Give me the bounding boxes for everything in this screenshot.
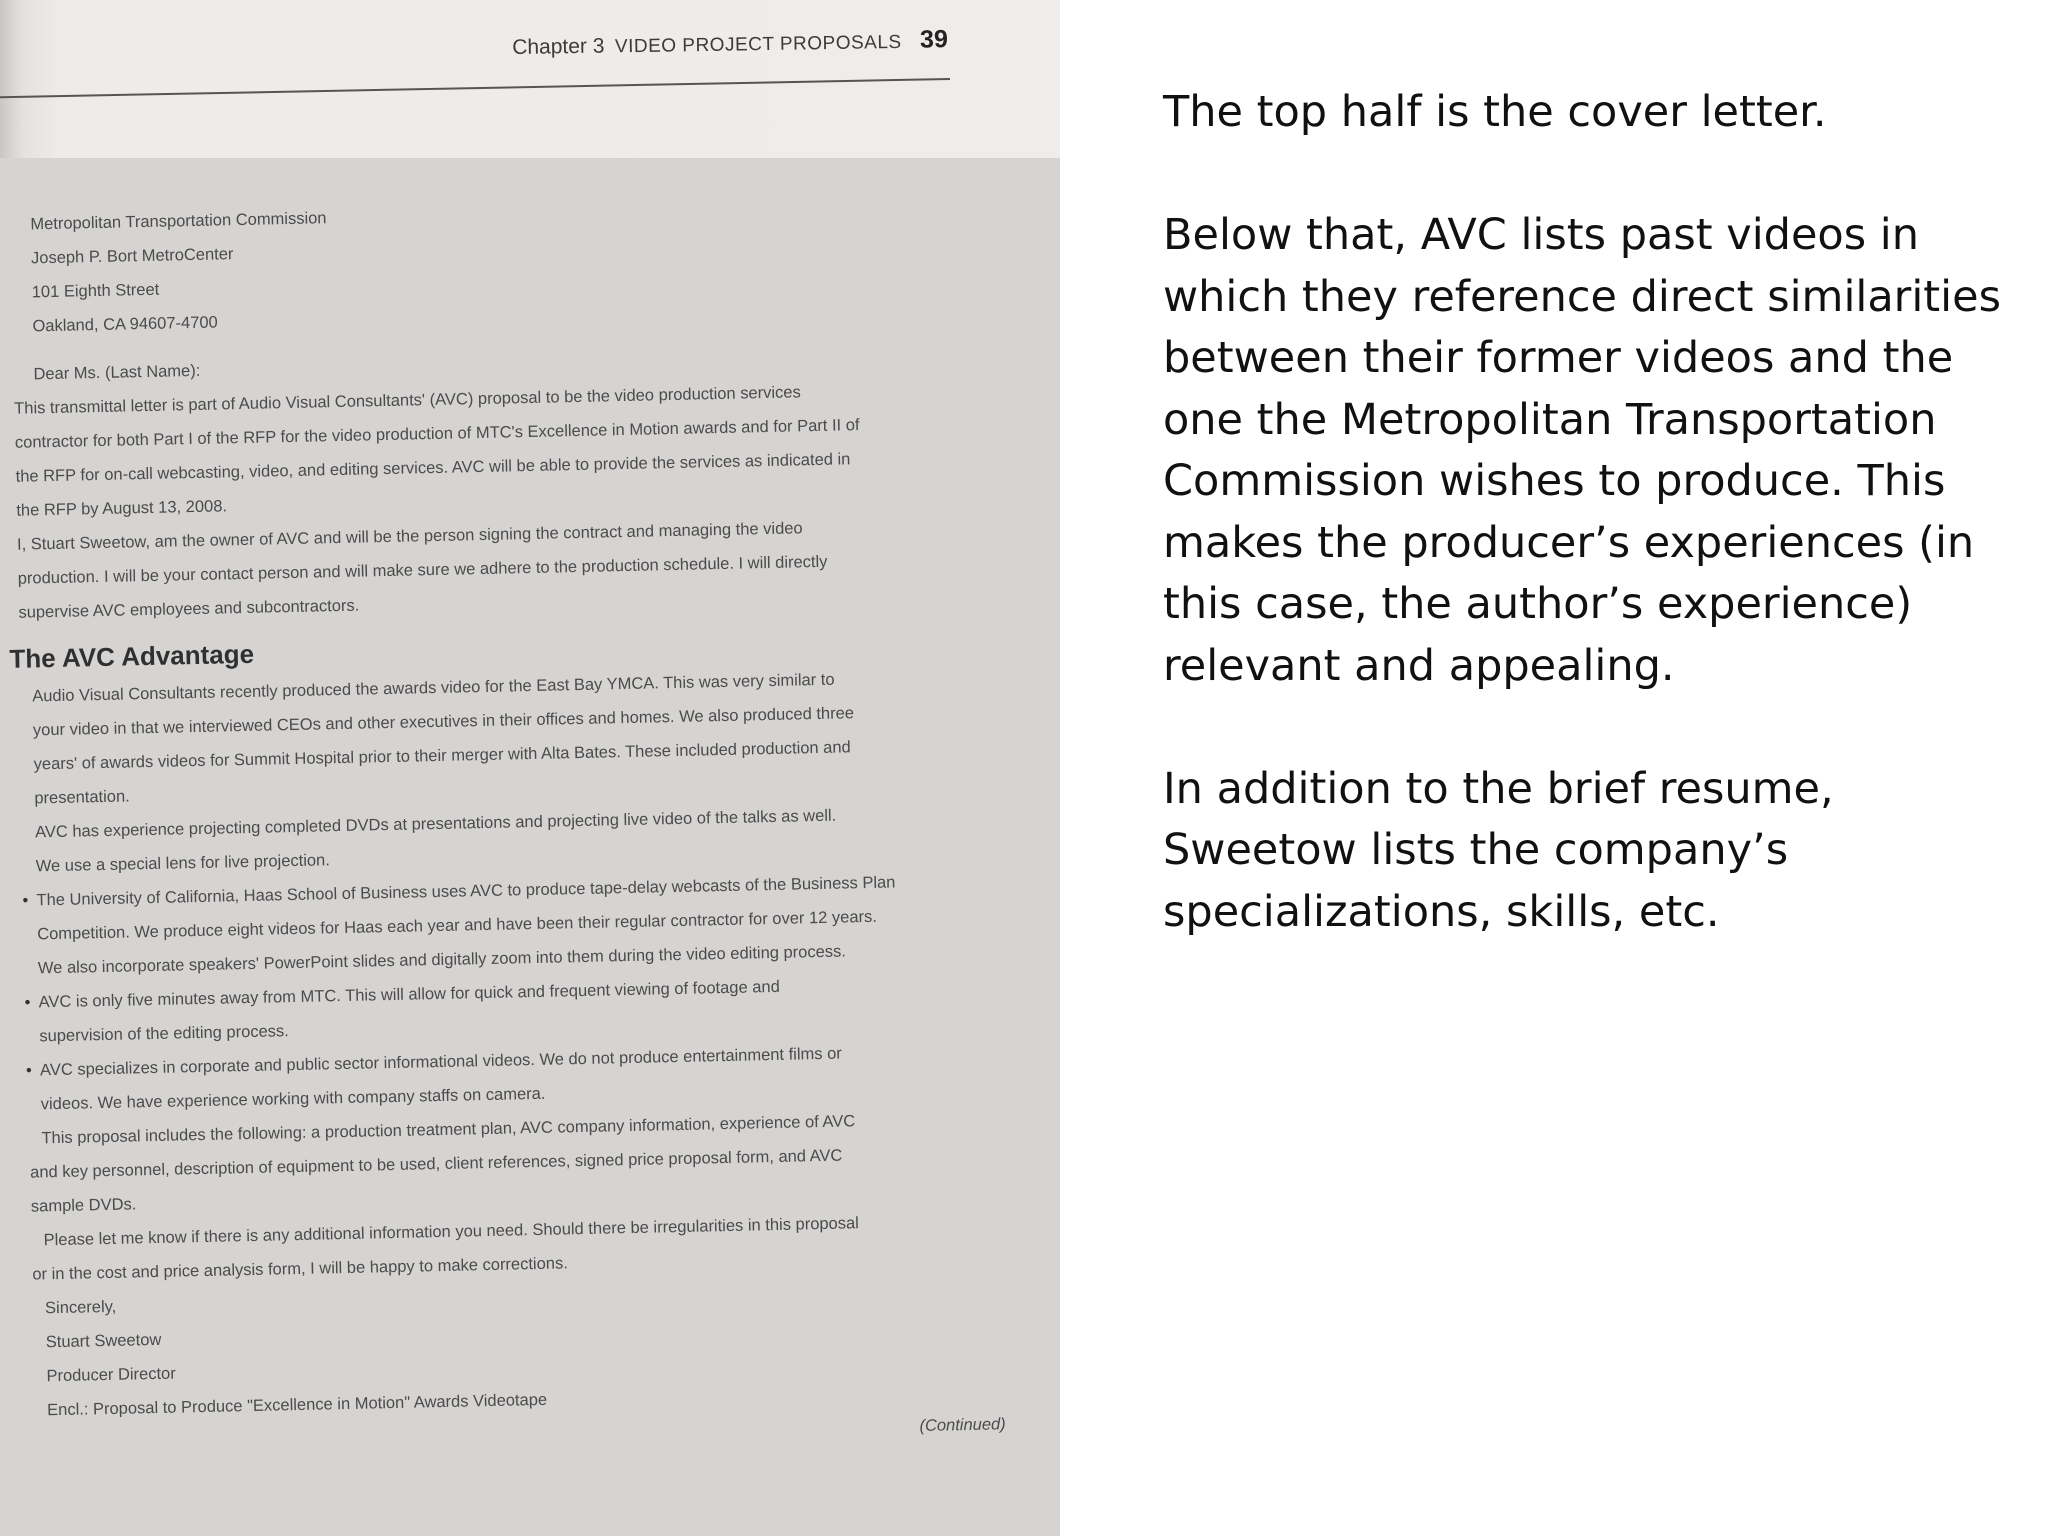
page-header (512, 25, 948, 61)
page-number: 39 (919, 25, 949, 54)
letter-line: Please let me know if there is any additional information you need. Should there be irregularities in this proposal (43, 1214, 860, 1250)
section-heading: The AVC Advantage (9, 638, 255, 674)
closing-line: Sincerely, (44, 1297, 117, 1318)
signature-name: Stuart Sweetow (45, 1330, 162, 1352)
letter-line: This proposal includes the following: a production treatment plan, AVC company information, experience of AVC (41, 1112, 856, 1148)
letter-line: presentation. (34, 787, 130, 808)
letter-line: This transmittal letter is part of Audio Visual Consultants' (AVC) proposal to be the video production services (14, 383, 801, 418)
letter-line: We use a special lens for live projection. (35, 851, 331, 876)
address-line: Oakland, CA 94607-4700 (32, 313, 218, 336)
bullet-line: • AVC specializes in corporate and public sector informational videos. We do not produce entertainment films or (18, 1033, 1018, 1088)
header-rule (0, 78, 950, 98)
chapter-title: VIDEO PROJECT PROPOSALS (614, 31, 902, 58)
letter-line: Audio Visual Consultants recently produced the awards video for the East Bay YMCA. This was very similar to (32, 670, 835, 706)
letter-line: I, Stuart Sweetow, am the owner of AVC and will be the person signing the contract and managing the video (16, 519, 803, 554)
bullet-line: • AVC is only five minutes away from MTC. This will allow for quick and frequent viewing of footage and (16, 965, 1016, 1020)
letter-line: contractor for both Part I of the RFP for the video production of MTC's Excellence in Motion awards and for Part II of (14, 416, 860, 452)
letter-line: sample DVDs. (30, 1195, 137, 1216)
letter-line: supervision of the editing process. (39, 1022, 289, 1046)
continued-label: (Continued) (919, 1415, 1006, 1436)
letter-line: production. I will be your contact person and will make sure we adhere to the production schedule. I will directly (17, 552, 828, 588)
commentary-text (1163, 82, 2003, 943)
letter-line: videos. We have experience working with company staffs on camera. (40, 1084, 546, 1114)
letter-line: We also incorporate speakers' PowerPoint slides and digitally zoom into them during the video editing process. (37, 942, 847, 978)
address-line: Metropolitan Transportation Commission (30, 209, 327, 234)
letter-line: or in the cost and price analysis form, I will be happy to make corrections. (32, 1254, 568, 1284)
cover-letter (0, 187, 1026, 1462)
commentary-paragraph-2: Below that, AVC lists past videos in which they reference direct similarities between their former videos and the one the Metropolitan Transportation Commission wishes to produce. This makes the producer’s experiences (in this case, the author’s experience) relevant and appealing. (1163, 210, 2001, 691)
letter-line: and key personnel, description of equipment to be used, client references, signed price proposal form, and AVC (30, 1146, 843, 1182)
bullet-line: • The University of California, Haas School of Business uses AVC to produce tape-delay webcasts of the Business Plan (14, 863, 1014, 918)
commentary-paragraph-3: In addition to the brief resume, Sweetow lists the company’s specializations, skills, etc. (1163, 763, 1834, 937)
enclosure-line: Encl.: Proposal to Produce "Excellence in Motion" Awards Videotape (47, 1390, 548, 1420)
salutation: Dear Ms. (Last Name): (33, 361, 201, 384)
signature-title: Producer Director (46, 1364, 176, 1386)
letter-line: Competition. We produce eight videos for Haas each year and have been their regular contractor for over 12 years. (37, 907, 878, 944)
address-line: Joseph P. Bort MetroCenter (30, 245, 234, 268)
letter-line: your video in that we interviewed CEOs and other executives in their offices and homes. We also produced three (32, 704, 855, 740)
letter-line: the RFP for on-call webcasting, video, and editing services. AVC will be able to provide the services as indicated in (15, 450, 851, 486)
chapter-label: Chapter 3 (512, 34, 605, 59)
letter-line: the RFP by August 13, 2008. (16, 497, 228, 520)
letter-line: AVC has experience projecting completed DVDs at presentations and projecting live video of the talks as well. (34, 806, 837, 842)
commentary-paragraph-1: The top half is the cover letter. (1163, 87, 1827, 137)
address-line: 101 Eighth Street (31, 280, 160, 302)
letter-line: supervise AVC employees and subcontractors. (18, 596, 360, 622)
letter-line: years' of awards videos for Summit Hospital prior to their merger with Alta Bates. These included production and (33, 738, 851, 774)
